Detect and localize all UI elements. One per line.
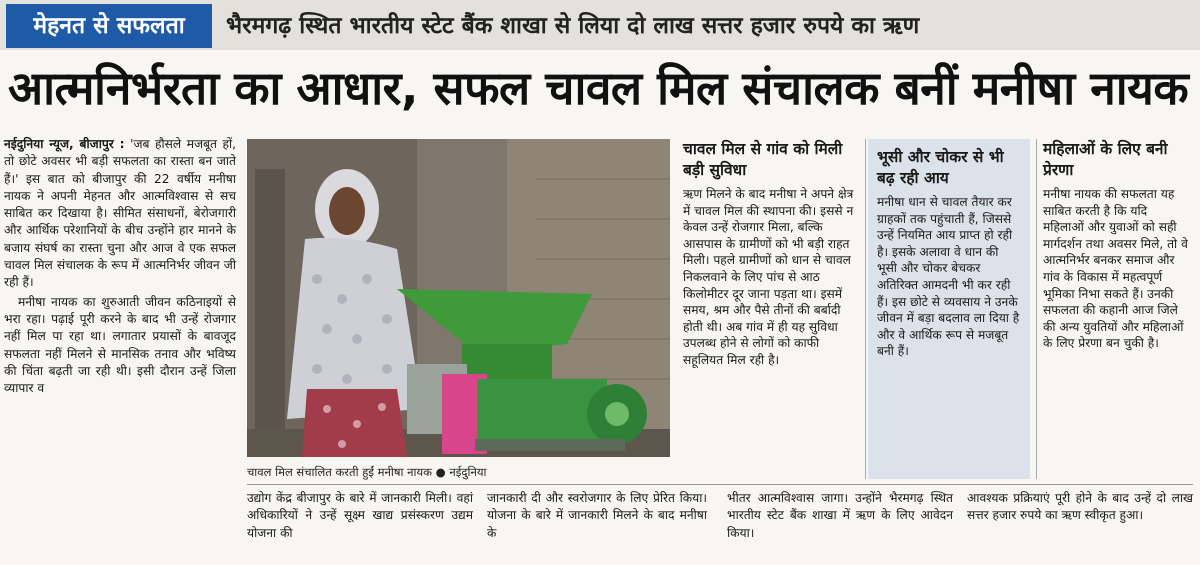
- article-para-1: [4, 136, 236, 292]
- sidebar-2-body: मनीषा धान से चावल तैयार कर ग्राहकों तक पहुंचाती हैं, जिससे उन्हें नियमित आय प्राप्त हो रही है। इसके अलावा वे धान की भूसी और चोकर बेचकर अतिरिक्त आमदनी भी कर रही हैं। इस छोटे से व्यवसाय ने उनके जीवन में बड़ा बदलाव ला दिया है और वे आर्थिक रूप से मजबूत बनी हैं।: [877, 195, 1020, 359]
- column-divider: [865, 139, 866, 479]
- sidebar-1-title: चावल मिल से गांव को मिली बड़ी सुविधा: [683, 140, 843, 179]
- section-divider: [247, 484, 1193, 485]
- bottom-column-2: जानकारी दी और स्वरोजगार के लिए प्रेरित किया। योजना के बारे में जानकारी मिलने के बाद मनीषा के: [487, 491, 707, 540]
- sidebar-1-body: ऋण मिलने के बाद मनीषा ने अपने क्षेत्र में चावल मिल की स्थापना की। इससे न केवल उन्हें रोजगार मिला, बल्कि आसपास के ग्रामीणों को भी बड़ी राहत मिली। पहले ग्रामीणों को धान से चावल निकलवाने के लिए पांच से आठ किलोमीटर दूर जाना पड़ता था। इसमें समय, श्रम और पैसे तीनों की बर्बादी होती थी। अब गांव में ही यह सुविधा उपलब्ध होने से लोगों को काफी सहूलियत मिल रही है।: [683, 187, 854, 367]
- sidebar-3-body: मनीषा नायक की सफलता यह साबित करती है कि यदि महिलाओं और युवाओं को सही मार्गदर्शन तथा अवसर मिले, तो वे आत्मनिर्भर बनकर समाज और गांव के विकास में महत्वपूर्ण भूमिका निभा सकते हैं। उनकी सफलता की कहानी आज जिले की अन्य युवतियों और महिलाओं के लिए प्रेरणा बन चुकी है।: [1043, 187, 1188, 351]
- dateline: नईदुनिया न्यूज, बीजापुर :: [4, 137, 125, 151]
- photo-caption: चावल मिल संचालित करती हुईं मनीषा नायक ● नईदुनिया: [247, 465, 487, 479]
- sidebar-3-title: महिलाओं के लिए बनी प्रेरणा: [1043, 140, 1168, 179]
- sidebar-1: [683, 139, 863, 479]
- bottom-column-1: उद्योग केंद्र बीजापुर के बारे में जानकारी मिली। वहां अधिकारियों ने उन्हें सूक्ष्म खाद्य प्रसंस्करण उद्यम योजना की: [247, 491, 473, 540]
- photo-illustration: [247, 139, 670, 457]
- bottom-column-3: भीतर आत्मविश्वास जागा। उन्होंने भैरमगढ़ स्थित भारतीय स्टेट बैंक शाखा में ऋण के लिए आवेदन किया।: [727, 491, 953, 540]
- column-divider: [1036, 139, 1037, 479]
- sidebar-2: [868, 139, 1030, 479]
- bottom-column-4: आवश्यक प्रक्रियाएं पूरी होने के बाद उन्हें दो लाख सत्तर हजार रुपये का ऋण स्वीकृत हुआ।: [967, 491, 1193, 523]
- article-column: [4, 136, 236, 399]
- sidebar-2-title: भूसी और चोकर से भी बढ़ रही आय: [877, 148, 1004, 187]
- article-para-2: मनीषा नायक का शुरुआती जीवन कठिनाइयों से भरा रहा। पढ़ाई पूरी करने के बाद भी उन्हें रोजगार नहीं मिल पा रहा था। लगातार प्रयासों के बावजूद सफलता नहीं मिलने से मानसिक तनाव और भविष्य की चिंता बढ़ती जा रही थी। इसी दौरान उन्हें जिला व्यापार व: [4, 294, 236, 396]
- article-photo: [247, 139, 670, 457]
- kicker-headline: भैरमगढ़ स्थित भारतीय स्टेट बैंक शाखा से लिया दो लाख सत्तर हजार रुपये का ऋण: [226, 13, 920, 39]
- para-1-text: 'जब हौसले मजबूत हों, तो छोटे अवसर भी बड़ी सफलता का रास्ता बन जाते हैं।' इस बात को बीजापुर की 22 वर्षीय मनीषा नायक ने अपनी मेहनत और आत्मविश्वास से सच साबित कर दिखाया है। सीमित संसाधनों, बेरोजगारी और आर्थिक परेशानियों के बीच उन्होंने हार मानने के बजाय संघर्ष का रास्ता चुना और आज वे एक सफल चावल मिल संचालक के रूप में आत्मनिर्भर जीवन जी रही हैं।: [4, 137, 236, 290]
- header-bar: [0, 0, 1200, 50]
- section-tag: मेहनत से सफलता: [6, 4, 212, 48]
- sidebar-3: [1043, 139, 1189, 479]
- main-headline: आत्मनिर्भरता का आधार, सफल चावल मिल संचालक बनीं मनीषा नायक: [8, 61, 1189, 115]
